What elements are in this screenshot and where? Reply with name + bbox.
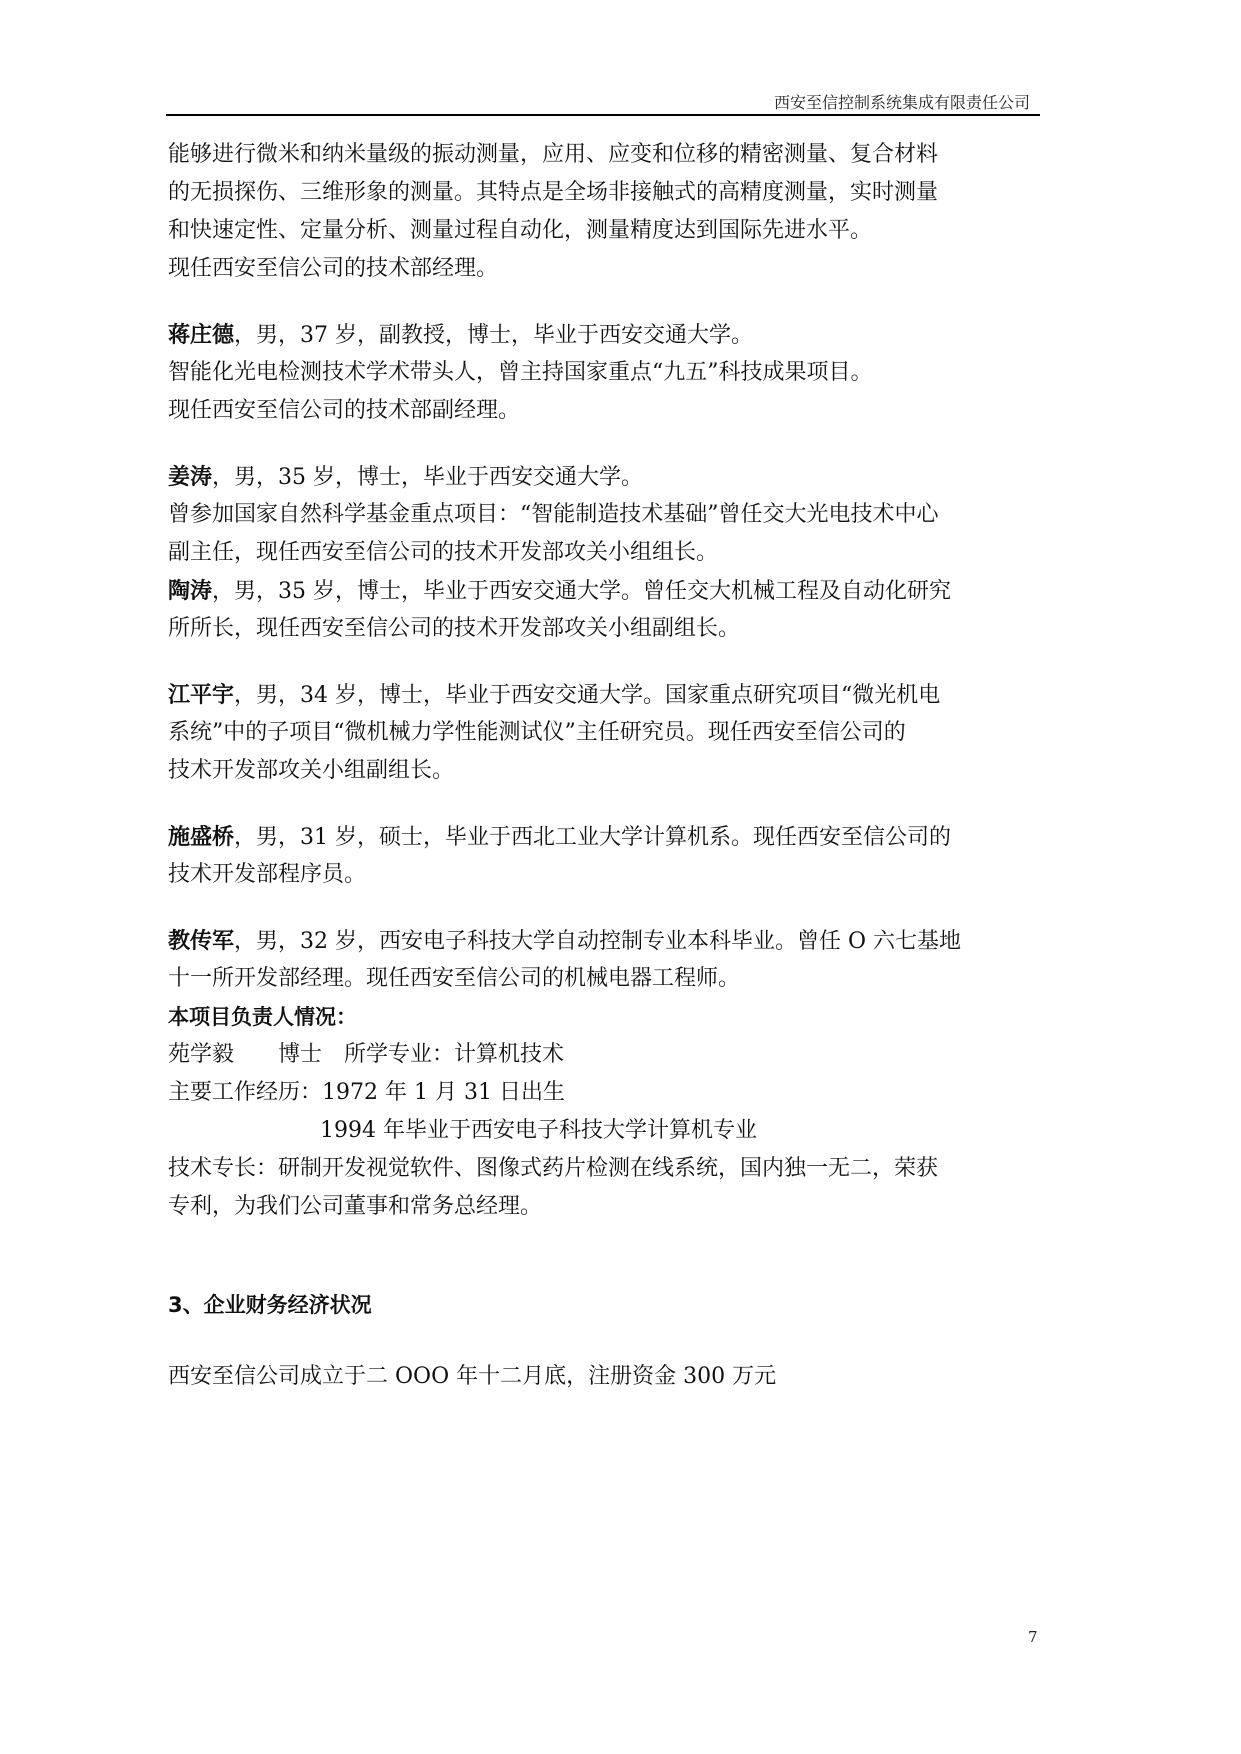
body-line: 技术专长：研制开发视觉软件、图像式药片检测在线系统，国内独一无二，荣获 — [168, 1156, 939, 1181]
body-line: 曾参加国家自然科学基金重点项目：“智能制造技术基础”曾任交大光电技术中心 — [168, 502, 939, 527]
person-summary: ，男，37 岁，副教授，博士，毕业于西安交通大学。 — [234, 323, 754, 348]
header-rule — [166, 114, 1040, 116]
body-line: 苑学毅 博士 所学专业：计算机技术 — [168, 1042, 565, 1067]
body-line: 专利，为我们公司董事和常务总经理。 — [168, 1194, 543, 1219]
person-entry — [168, 320, 753, 351]
header-company-name: 西安至信控制系统集成有限责任公司 — [773, 93, 1030, 112]
person-summary: ，男，35 岁，博士，毕业于西安交通大学。 — [212, 465, 644, 490]
body-line: 主要工作经历：1972 年 1 月 31 日出生 — [168, 1080, 565, 1105]
person-entry — [168, 680, 940, 711]
body-line: 能够进行微米和纳米量级的振动测量，应用、应变和位移的精密测量、复合材料 — [168, 142, 939, 167]
person-summary: ，男，34 岁，博士，毕业于西安交通大学。国家重点研究项目“微光机电 — [234, 683, 941, 708]
body-line: 1994 年毕业于西安电子科技大学计算机专业 — [320, 1118, 757, 1143]
body-line: 十一所开发部经理。现任西安至信公司的机械电器工程师。 — [168, 966, 741, 991]
body-line: 的无损探伤、三维形象的测量。其特点是全场非接触式的高精度测量，实时测量 — [168, 180, 939, 205]
person-entry — [168, 926, 961, 957]
body-line: 副主任，现任西安至信公司的技术开发部攻关小组组长。 — [168, 540, 719, 565]
body-line: 系统”中的子项目“微机械力学性能测试仪”主任研究员。现任西安至信公司的 — [168, 720, 906, 745]
body-line: 现任西安至信公司的技术部经理。 — [168, 256, 499, 281]
person-summary: ，男，35 岁，博士，毕业于西安交通大学。曾任交大机械工程及自动化研究 — [212, 579, 952, 604]
person-entry — [168, 462, 643, 493]
person-name: 施盛桥 — [168, 824, 235, 850]
person-name: 姜涛 — [168, 464, 213, 490]
person-name: 教传军 — [168, 928, 235, 954]
body-line: 所所长，现任西安至信公司的技术开发部攻关小组副组长。 — [168, 616, 741, 641]
page-number: 7 — [1028, 1628, 1038, 1646]
person-entry — [168, 576, 951, 607]
body-line: 和快速定性、定量分析、测量过程自动化，测量精度达到国际先进水平。 — [168, 218, 873, 243]
person-name: 陶涛 — [168, 578, 213, 604]
person-summary: ，男，31 岁，硕士，毕业于西北工业大学计算机系。现任西安至信公司的 — [234, 825, 952, 850]
person-entry — [168, 822, 951, 853]
body-line: 现任西安至信公司的技术部副经理。 — [168, 398, 521, 423]
body-line: 技术开发部攻关小组副组长。 — [168, 758, 455, 783]
body-line: 技术开发部程序员。 — [168, 862, 367, 887]
person-summary: ，男，32 岁，西安电子科技大学自动控制专业本科毕业。曾任 O 六七基地 — [234, 929, 962, 954]
person-name: 江平宇 — [168, 682, 235, 708]
person-name: 蒋庄德 — [168, 322, 235, 348]
section-heading: 3、企业财务经济状况 — [168, 1293, 372, 1317]
body-line: 智能化光电检测技术学术带头人，曾主持国家重点“九五”科技成果项目。 — [168, 360, 873, 385]
body-line: 西安至信公司成立于二 OOO 年十二月底，注册资金 300 万元 — [168, 1364, 777, 1389]
leader-heading: 本项目负责人情况： — [168, 1005, 357, 1029]
